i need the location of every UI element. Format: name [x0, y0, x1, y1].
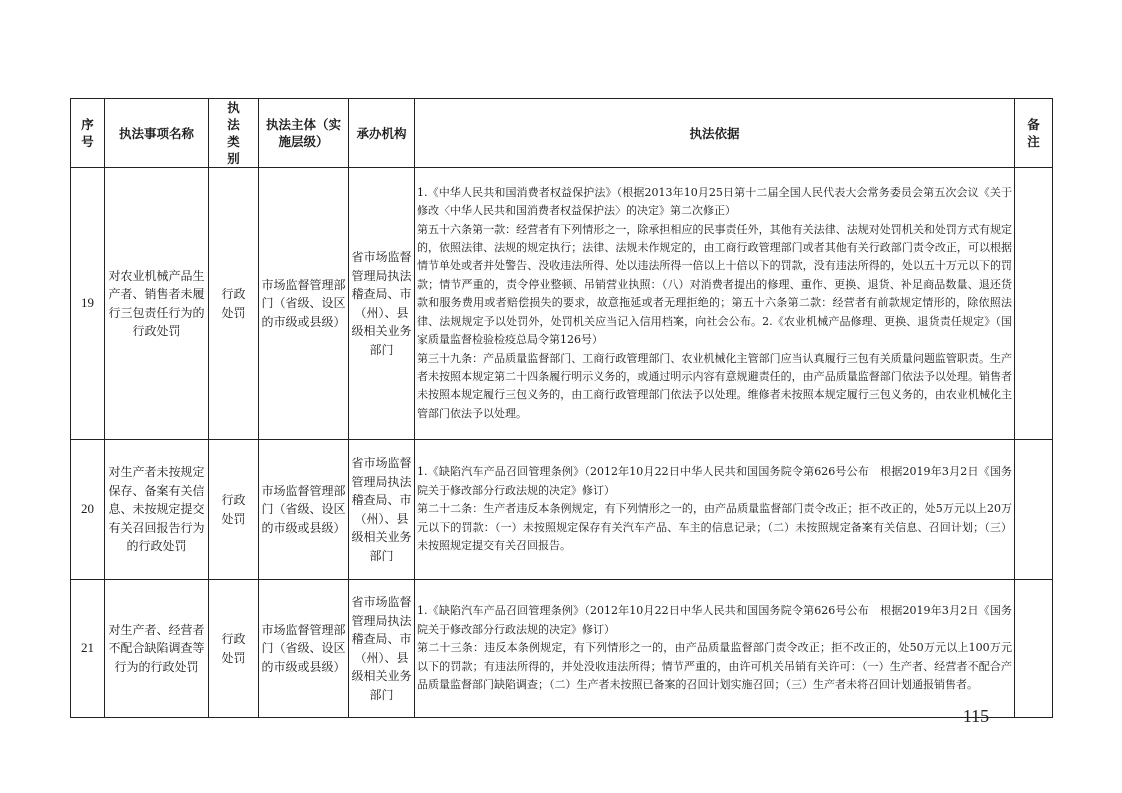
row-item: 对生产者、经营者不配合缺陷调查等行为的行政处罚 [105, 580, 209, 718]
row-basis: 1.《缺陷汽车产品召回管理条例》（2012年10月22日中华人民共和国国务院令第626号公布 根据2019年3月2日《国务院关于修改部分行政法规的决定》修订） 第二十三条：违反本条例规定，有下列情形之一的，由产品质量监督部门责令改正；拒不改正的，处50万元以上100万元以下的罚款；有违法所得的，并处没收违法所得；情节严重的，由许可机关吊销有关许可：（一）生产者、经营者不配合产品质量监督部门缺陷调查；（二）生产者未按照已备案的召回计划实施召回；（三）生产者未将召回计划通报销售者。 [415, 580, 1015, 718]
row-subject: 市场监督管理部门（省级、设区的市级或县级） [259, 440, 349, 580]
row-office: 省市场监督管理局执法稽查局、市（州）、县级相关业务部门 [349, 168, 415, 440]
row-basis: 1.《缺陷汽车产品召回管理条例》（2012年10月22日中华人民共和国国务院令第626号公布 根据2019年3月2日《国务院关于修改部分行政法规的决定》修订） 第二十二条：生产者违反本条例规定，有下列情形之一的，由产品质量监督部门责令改正；拒不改正的，处5万元以上20万元以下的罚款：（一）未按照规定保存有关汽车产品、车主的信息记录；（二）未按照规定备案有关信息、召回计划；（三）未按照规定提交有关召回报告。 [415, 440, 1015, 580]
table-row [71, 580, 1053, 718]
row-category: 行政处罚 [209, 580, 259, 718]
header-remark: 备注 [1015, 99, 1053, 168]
row-subject: 市场监督管理部门（省级、设区的市级或县级） [259, 168, 349, 440]
row-subject: 市场监督管理部门（省级、设区的市级或县级） [259, 580, 349, 718]
row-seq: 20 [71, 440, 105, 580]
row-office: 省市场监督管理局执法稽查局、市（州）、县级相关业务部门 [349, 440, 415, 580]
row-item: 对农业机械产品生产者、销售者未履行三包责任行为的行政处罚 [105, 168, 209, 440]
row-office: 省市场监督管理局执法稽查局、市（州）、县级相关业务部门 [349, 580, 415, 718]
row-remark [1015, 580, 1053, 718]
header-subject: 执法主体（实施层级） [259, 99, 349, 168]
row-basis: 1.《中华人民共和国消费者权益保护法》（根据2013年10月25日第十二届全国人民代表大会常务委员会第五次会议《关于修改〈中华人民共和国消费者权益保护法〉的决定》第二次修正） 第五十六条第一款：经营者有下列情形之一，除承担相应的民事责任外，其他有关法律、法规对处罚机关和处罚方式有规定的，依照法律、法规的规定执行；法律、法规未作规定的，由工商行政管理部门或者其他有关行政部门责令改正，可以根据情节单处或者并处警告、没收违法所得、处以违法所得一倍以上十倍以下的罚款，没有违法所得的，处以五十万元以下的罚款；情节严重的，责令停业整顿、吊销营业执照：（八）对消费者提出的修理、重作、更换、退货、补足商品数量、退还货款和服务费用或者赔偿损失的要求，故意拖延或者无理拒绝的；第五十六条第二款：经营者有前款规定情形的，除依照法律、法规规定予以处罚外，处罚机关应当记入信用档案，向社会公布。2.《农业机械产品修理、更换、退货责任规定》（国家质量监督检验检疫总局令第126号） 第三十九条：产品质量监督部门、工商行政管理部门、农业机械化主管部门应当认真履行三包有关质量问题监管职责。生产者未按照本规定第二十四条履行明示义务的，或通过明示内容有意规避责任的，由产品质量监督部门依法予以处理。销售者未按照本规定履行三包义务的，由工商行政管理部门依法予以处理。维修者未按照本规定履行三包义务的，由农业机械化主管部门依法予以处理。 [415, 168, 1015, 440]
header-item: 执法事项名称 [105, 99, 209, 168]
row-seq: 19 [71, 168, 105, 440]
row-remark [1015, 440, 1053, 580]
row-seq: 21 [71, 580, 105, 718]
row-remark [1015, 168, 1053, 440]
row-item: 对生产者未按规定保存、备案有关信息、未按规定提交有关召回报告行为的行政处罚 [105, 440, 209, 580]
row-category: 行政处罚 [209, 440, 259, 580]
header-seq: 序号 [71, 99, 105, 168]
enforcement-table [70, 98, 1053, 718]
table-row [71, 440, 1053, 580]
page-number: — 115 — [940, 706, 1012, 726]
header-basis: 执法依据 [415, 99, 1015, 168]
header-category: 执法类别 [209, 99, 259, 168]
row-category: 行政处罚 [209, 168, 259, 440]
table-row [71, 168, 1053, 440]
header-office: 承办机构 [349, 99, 415, 168]
header-row [71, 99, 1053, 168]
